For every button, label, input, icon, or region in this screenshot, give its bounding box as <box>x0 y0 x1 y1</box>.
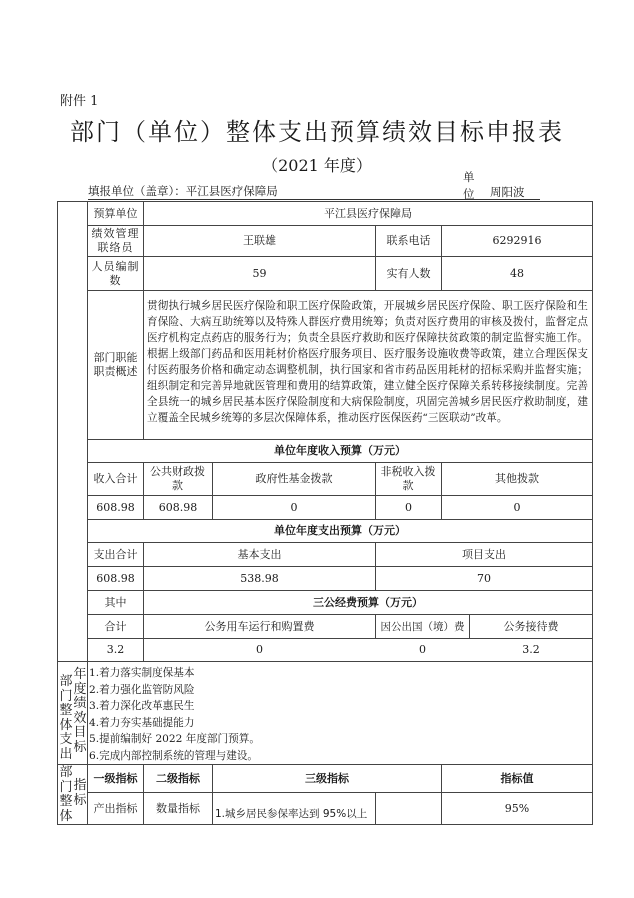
of-which-label: 其中 <box>104 595 127 609</box>
income-header: 非税收入拨款 <box>380 465 436 492</box>
indicator-header-level1: 一级指标 <box>93 771 138 785</box>
expense-section-title: 单位年度支出预算（万元） <box>274 524 406 537</box>
filler-unit: 填报单位（盖章）：平江县医疗保障局 <box>88 184 278 198</box>
goal-item: 6.完成内部控制系统的管理与建设。 <box>89 749 259 762</box>
three-public-value: 3.2 <box>106 643 125 656</box>
annual-goals-list <box>89 665 589 764</box>
duty-label: 部门职能职责概述 <box>93 351 138 378</box>
three-public-header: 公务用车运行和购置费 <box>204 619 315 633</box>
unit-label-1: 单 <box>463 170 475 184</box>
annex-label: 附件 1 <box>60 94 99 109</box>
page-title: 部门（单位）整体支出预算绩效目标申报表 <box>70 118 564 146</box>
income-header: 政府性基金拨款 <box>255 472 333 485</box>
indicator-level1: 产出指标 <box>93 801 138 815</box>
expense-header: 项目支出 <box>462 547 506 561</box>
three-public-header: 合计 <box>104 619 127 633</box>
indicators-inner-label: 指标 <box>73 778 87 808</box>
table-right-border <box>592 201 593 825</box>
staff-quota-label: 人员编制数 <box>91 259 140 287</box>
actual-staff-label: 实有人数 <box>386 266 431 280</box>
income-header: 公共财政拨款 <box>150 465 205 492</box>
indicator-header-level3: 三级指标 <box>305 771 349 785</box>
indicator-header-value: 指标值 <box>500 771 534 785</box>
liaison-value: 王联雄 <box>243 234 276 247</box>
three-public-title: 三公经费预算（万元） <box>313 595 423 609</box>
duty-text: 贯彻执行城乡居民医疗保险和职工医疗保险政策，开展城乡居民医疗保险、职工医疗保险和生育保险、大病互助统筹以及特殊人群医疗费用统筹；负责对医疗费用的审核及拨付，监督定点医疗机构定点药店的服务行为；负责全县医疗救助和医疗保障扶贫政策的制定监督实施工作。根据上级部门药品和医用耗材价格医疗服务项目、医疗服务设施收费等政策，建立合理医保支付医药服务价格和确定动态调整机制，执行国家和省市药品医用耗材的招标采购并监督实施；组织制定和完善异地就医管理和费用的结算政策，建立健全医疗保障关系转移接续制度。完善全县统一的城乡居民基本医疗保险制度和大病保险制度，巩固完善城乡居民医疗救助制度，建立覆盖全民城乡统筹的多层次保障体系，推动医疗医保医药“三医联动”改革。 <box>147 300 588 424</box>
header-underline <box>88 199 540 200</box>
row-line <box>87 290 592 291</box>
three-public-header: 因公出国（境）费 <box>380 620 465 633</box>
indicator-level2: 数量指标 <box>156 801 200 815</box>
unit-person: 周阳波 <box>490 185 525 199</box>
income-value: 608.98 <box>158 500 198 514</box>
unit-label-2: 位 <box>463 187 475 201</box>
goals-inner-label: 年度绩效目标 <box>73 667 87 755</box>
income-header: 收入合计 <box>93 472 138 485</box>
three-public-value: 3.2 <box>522 643 540 656</box>
indicator-level3: 1.城乡居民参保率达到 95%以上 <box>215 807 368 820</box>
three-public-header: 公务接待费 <box>503 619 559 633</box>
three-public-value: 0 <box>419 643 426 656</box>
expense-value: 608.98 <box>96 571 135 585</box>
indicator-value: 95% <box>504 801 530 815</box>
goal-item: 5.提前编制好 2022 年度部门预算。 <box>89 733 260 745</box>
budget-unit-label: 预算单位 <box>93 206 138 220</box>
income-value: 608.98 <box>96 500 135 514</box>
goal-item: 3.着力深化改革惠民生 <box>89 700 195 712</box>
goal-item: 2.着力强化监管防风险 <box>89 683 195 696</box>
row-line <box>57 661 593 662</box>
expense-value: 538.98 <box>240 571 279 585</box>
goal-item: 4.着力夯实基础提能力 <box>89 716 195 729</box>
indicators-outer-label: 部门整体 <box>59 765 73 824</box>
indicator-header-level2: 二级指标 <box>156 771 200 785</box>
phone-value: 6292916 <box>492 234 542 247</box>
expense-header: 支出合计 <box>93 547 138 561</box>
unit-label <box>463 169 477 203</box>
expense-header: 基本支出 <box>237 547 282 561</box>
col-line <box>375 792 376 824</box>
goals-outer-label: 部门整体支出 <box>59 674 73 762</box>
table-left-border <box>57 201 58 825</box>
table-bottom-border <box>57 824 593 825</box>
income-section-title: 单位年度收入预算（万元） <box>274 444 406 457</box>
three-public-value: 0 <box>256 643 263 656</box>
phone-label: 联系电话 <box>386 234 431 247</box>
budget-unit-value: 平江县医疗保障局 <box>324 206 412 220</box>
liaison-label: 绩效管理联络员 <box>91 227 140 254</box>
expense-value: 70 <box>477 571 491 585</box>
income-value: 0 <box>513 500 521 514</box>
income-header: 其他拨款 <box>495 472 539 485</box>
income-value: 0 <box>405 500 412 514</box>
income-value: 0 <box>290 500 298 514</box>
year-label: （2021 年度） <box>262 156 372 175</box>
staff-quota-value: 59 <box>252 266 267 280</box>
actual-staff-value: 48 <box>510 266 524 280</box>
goal-item: 1.着力落实制度保基本 <box>89 667 195 679</box>
